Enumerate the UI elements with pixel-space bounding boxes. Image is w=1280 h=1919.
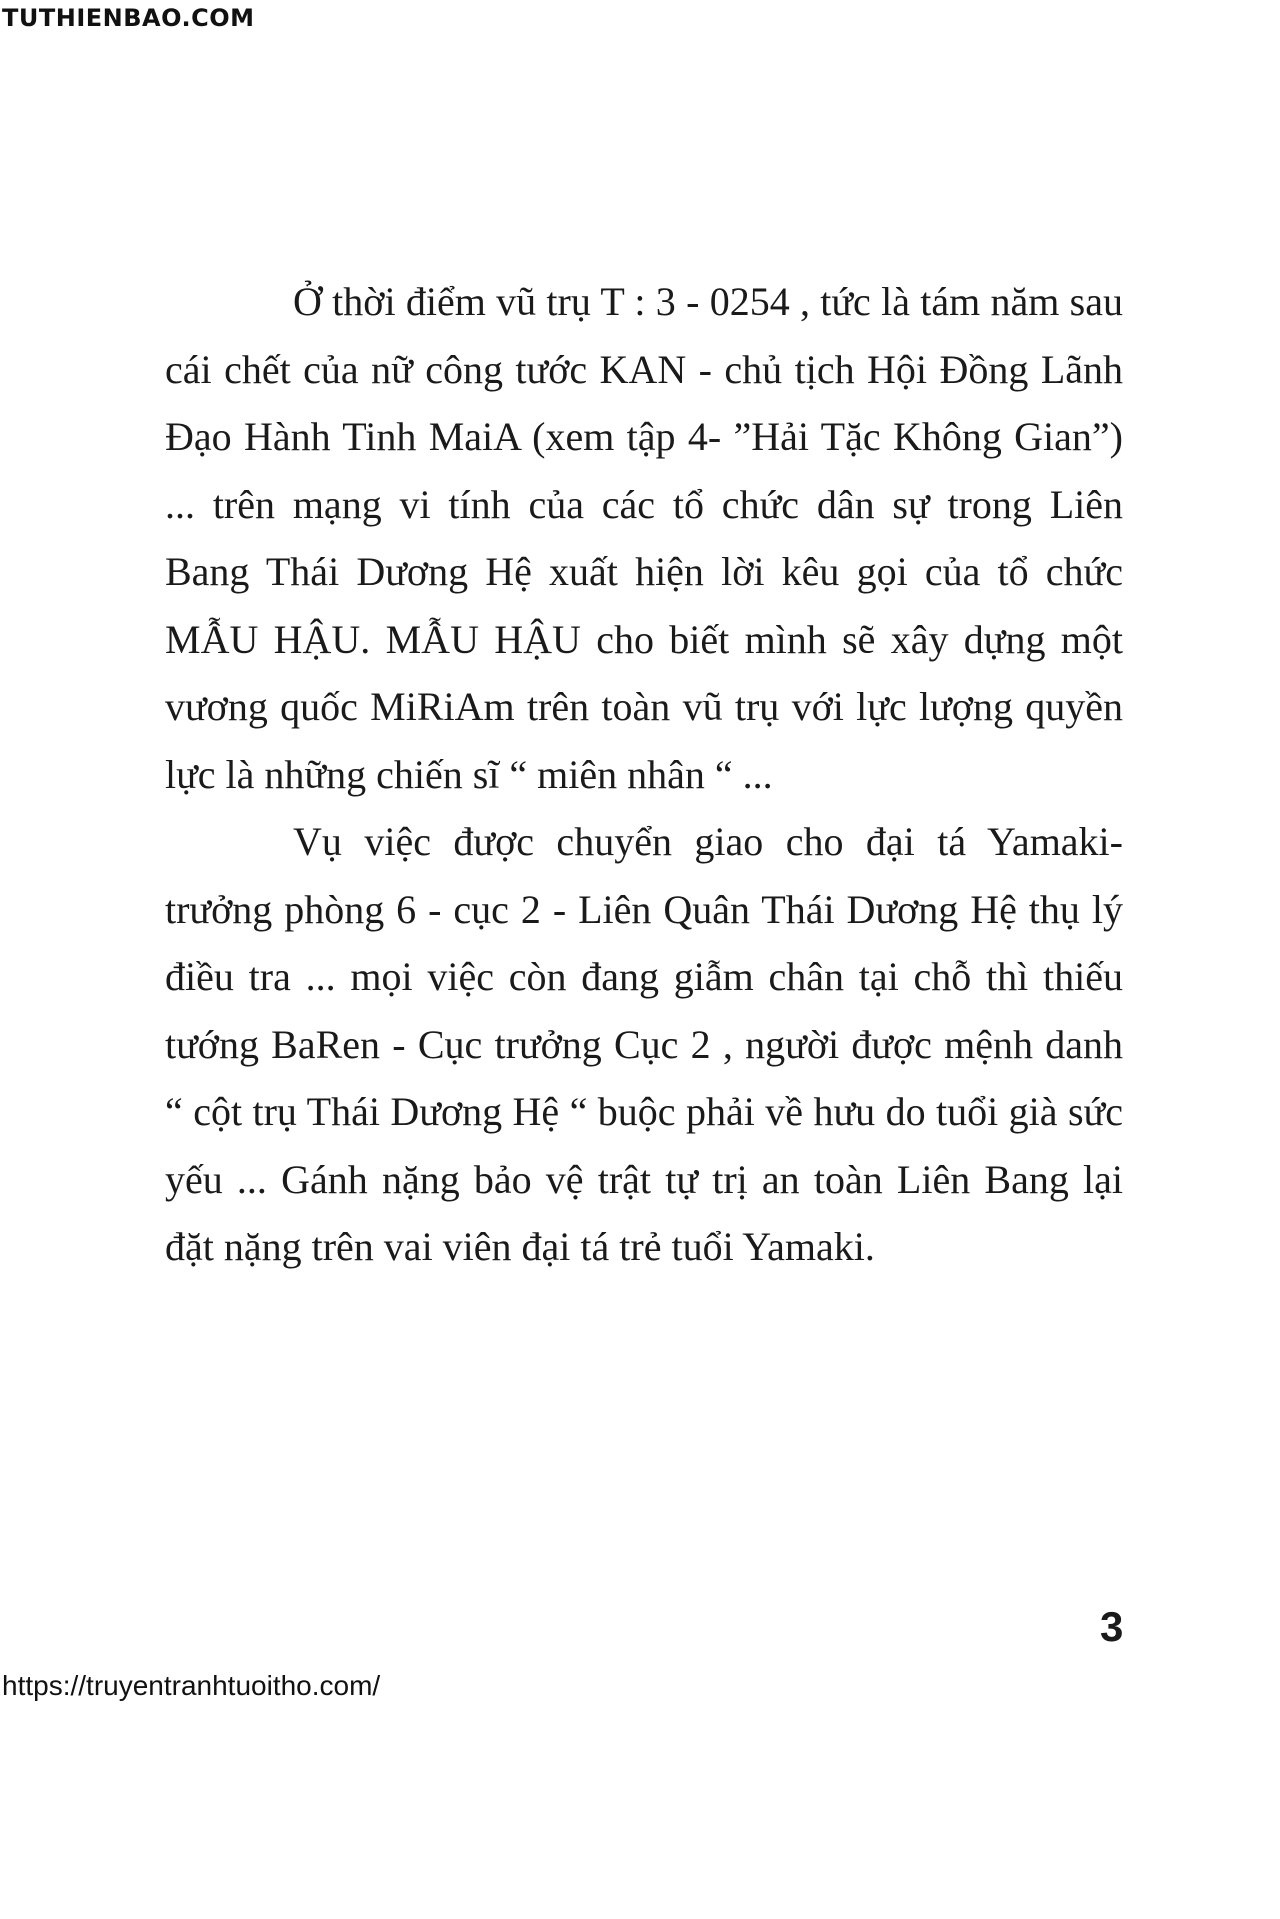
paragraph-investigation: Vụ việc được chuyển giao cho đại tá Yamaki- trưởng phòng 6 - cục 2 - Liên Quân Thái Dương Hệ thụ lý điều tra ... mọi việc còn đang giẫm chân tại chỗ thì thiếu tướng BaRen - Cục trưởng Cục 2 , người được mệnh danh “ cột trụ Thái Dương Hệ “ buộc phải về hưu do tuổi già sức yếu ... Gánh nặng bảo vệ trật tự trị an toàn Liên Bang lại đặt nặng trên vai viên đại tá trẻ tuổi Yamaki. [165,819,1123,1269]
site-watermark: TUTHIENBAO.COM [2,4,255,32]
source-url-link[interactable]: https://truyentranhtuoitho.com/ [2,1670,381,1701]
page-number: 3 [1100,1603,1124,1650]
paragraph-intro: Ở thời điểm vũ trụ T : 3 - 0254 , tức là tám năm sau cái chết của nữ công tước KAN - chủ tịch Hội Đồng Lãnh Đạo Hành Tinh MaiA (xem tập 4- ”Hải Tặc Không Gian”) ... trên mạng vi tính của các tổ chức dân sự trong Liên Bang Thái Dương Hệ xuất hiện lời kêu gọi của tổ chức MẪU HẬU. MẪU HẬU cho biết mình sẽ xây dựng một vương quốc MiRiAm trên toàn vũ trụ với lực lượng quyền lực là những chiến sĩ “ miên nhân “ ... [165,279,1123,797]
page-body [165,268,1123,1281]
